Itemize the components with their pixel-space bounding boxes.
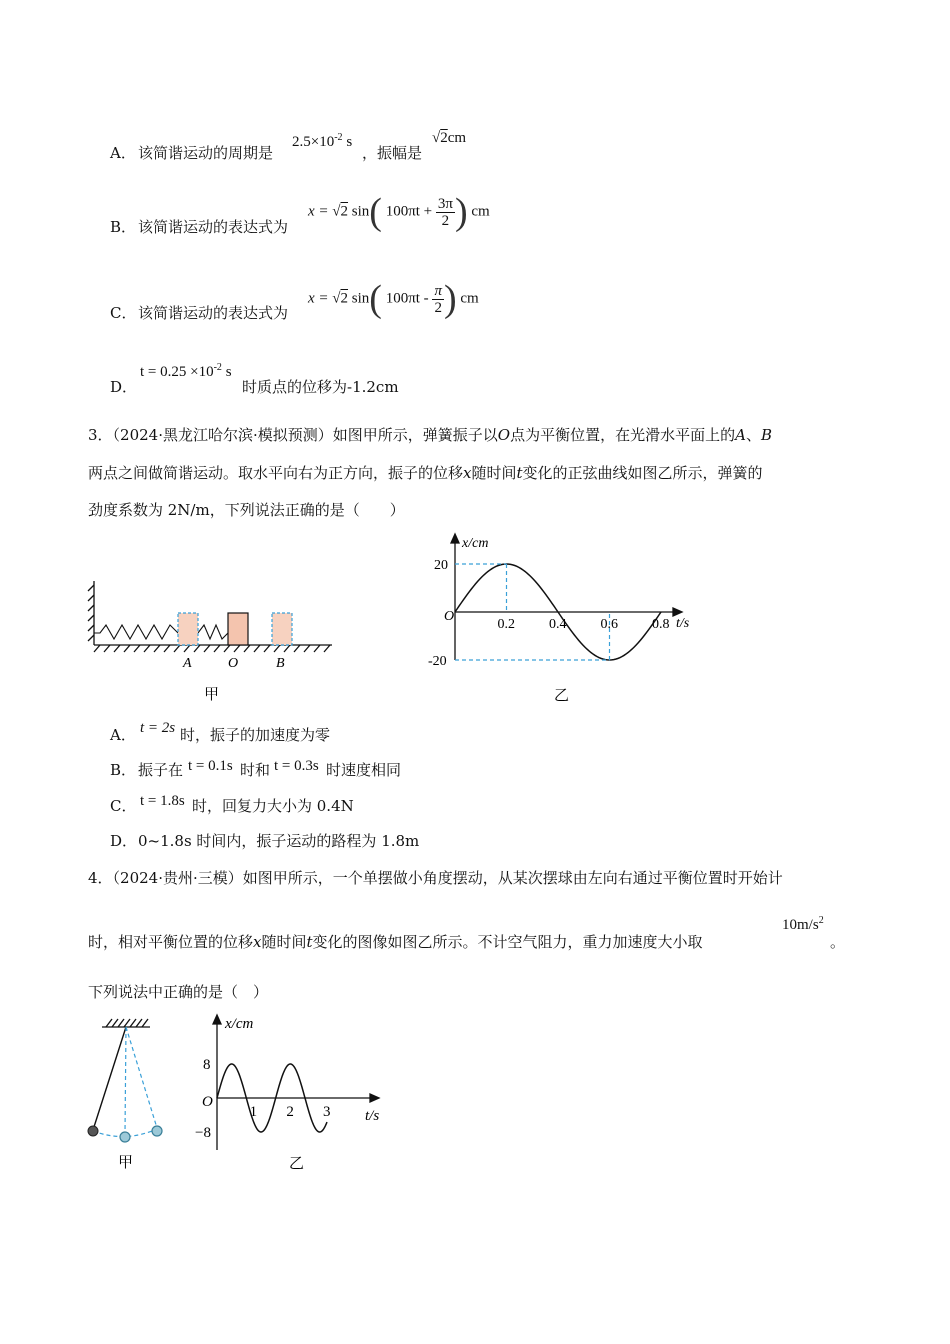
block-a-dashed (178, 613, 198, 645)
q4-line-2: 时，相对平衡位置的位移x随时间t变化的图像如图乙所示。不计空气阻力，重力加速度大小取 (88, 933, 703, 951)
amplitude-value: √2cm (432, 130, 467, 146)
expression-b: x = √2 sin( 100πt + $\frac{3\pi}{2}$ ) cm (308, 191, 490, 233)
q4-figure-yi (195, 1010, 395, 1175)
option-text: 时，振子的加速度为零 (180, 726, 331, 744)
time-value: $t = 0.25 \times 10^{-2}$ s (140, 362, 232, 380)
q3-line-2: 两点之间做简谐运动。取水平向右为正方向，振子的位移x随时间t变化的正弦曲线如图乙所示，弹簧的 (88, 464, 763, 482)
option-text: 振子在 (138, 761, 184, 779)
option-label: B． (110, 761, 137, 779)
q4-figure-jia (82, 1015, 182, 1175)
axes (451, 534, 682, 660)
option-text: 时，回复力大小为 0.4N (192, 797, 354, 815)
option-label: A． (110, 144, 136, 162)
string-right-dashed (126, 1027, 157, 1128)
expression-c: x = √2 sin( 100πt - $\frac{\pi}{2}$ ) cm (308, 278, 479, 320)
y-tick-label: 20 (434, 558, 448, 573)
label-b: B (276, 656, 285, 671)
spring (94, 625, 228, 639)
label-o: O (228, 656, 239, 671)
axes (213, 1015, 379, 1150)
x-axis-label: t/s (365, 1108, 380, 1124)
q3-line-1: 3．（2024·黑龙江哈尔滨·模拟预测）如图甲所示，弹簧振子以O点为平衡位置，在光滑水平面上的A、B (88, 426, 772, 444)
time-value: t = 2s (140, 720, 176, 736)
option-label: C． (110, 797, 137, 815)
option-label: D． (110, 832, 138, 850)
bob-left (88, 1126, 98, 1136)
x-tick-label: 1 (249, 1104, 258, 1120)
ceiling (102, 1019, 150, 1027)
bob-center (120, 1132, 130, 1142)
x-tick-label: 0.2 (497, 617, 515, 632)
option-text: ，振幅是 (362, 144, 423, 162)
figure-caption: 甲 (118, 1155, 134, 1171)
option-label: A． (110, 726, 136, 744)
time-value: t = 1.8s (140, 793, 185, 809)
x-tick-label: 0.8 (652, 617, 670, 632)
x-tick-label: 0.6 (600, 617, 618, 632)
x-tick-label: 0.4 (549, 617, 567, 632)
option-text: 该简谐运动的表达式为 (138, 218, 289, 236)
q4-line-2-end: 。 (830, 933, 846, 951)
origin-label: O (444, 609, 455, 624)
x-axis-label: t/s (676, 616, 690, 631)
option-text: 该简谐运动的表达式为 (138, 304, 289, 322)
q3-figure-jia (86, 575, 336, 705)
y-axis-label: x/cm (462, 536, 489, 551)
block-o (228, 613, 248, 645)
y-tick-label: -20 (428, 654, 447, 669)
time-value: t = 0.1s (188, 758, 233, 774)
option-label: C． (110, 304, 137, 322)
option-label: D． (110, 378, 138, 396)
label-a: A (183, 656, 192, 671)
gravity-value: $10m/s^2$ (782, 915, 824, 933)
x-tick-label: 3 (323, 1104, 331, 1120)
option-label: B． (110, 218, 137, 236)
time-value: t = 0.3s (274, 758, 319, 774)
figure-caption: 乙 (554, 688, 570, 704)
q4-line-3: 下列说法中正确的是（ ） (88, 983, 269, 1001)
wall (88, 581, 94, 645)
option-text: 时质点的位移为-1.2cm (242, 378, 399, 396)
pendulum-string (93, 1027, 126, 1130)
figure-caption: 甲 (204, 687, 220, 703)
y-tick-label: −8 (195, 1125, 211, 1141)
q3-figure-yi (420, 530, 710, 710)
ground (94, 645, 332, 652)
y-axis-label: x/cm (225, 1016, 254, 1032)
q4-line-1: 4．（2024·贵州·三模）如图甲所示，一个单摆做小角度摆动，从某次摆球由左向右通过平衡位置时开始计 (88, 869, 783, 887)
period-value: $2.5\times 10^{-2}$ s (292, 132, 353, 150)
origin-label: O (202, 1094, 213, 1110)
figure-caption: 乙 (289, 1156, 305, 1172)
bob-right (152, 1126, 162, 1136)
x-tick-label: 2 (286, 1104, 294, 1120)
q3-line-3: 劲度系数为 2N/m，下列说法正确的是（ ） (88, 501, 405, 519)
y-tick-label: 8 (203, 1057, 211, 1073)
block-b-dashed (272, 613, 292, 645)
option-text: 该简谐运动的周期是 (138, 144, 274, 162)
option-text: 时速度相同 (326, 761, 402, 779)
option-text: 0~1.8s 时间内，振子运动的路程为 1.8m (138, 832, 420, 850)
string-center-dashed (125, 1027, 126, 1133)
option-text: 时和 (240, 761, 271, 779)
